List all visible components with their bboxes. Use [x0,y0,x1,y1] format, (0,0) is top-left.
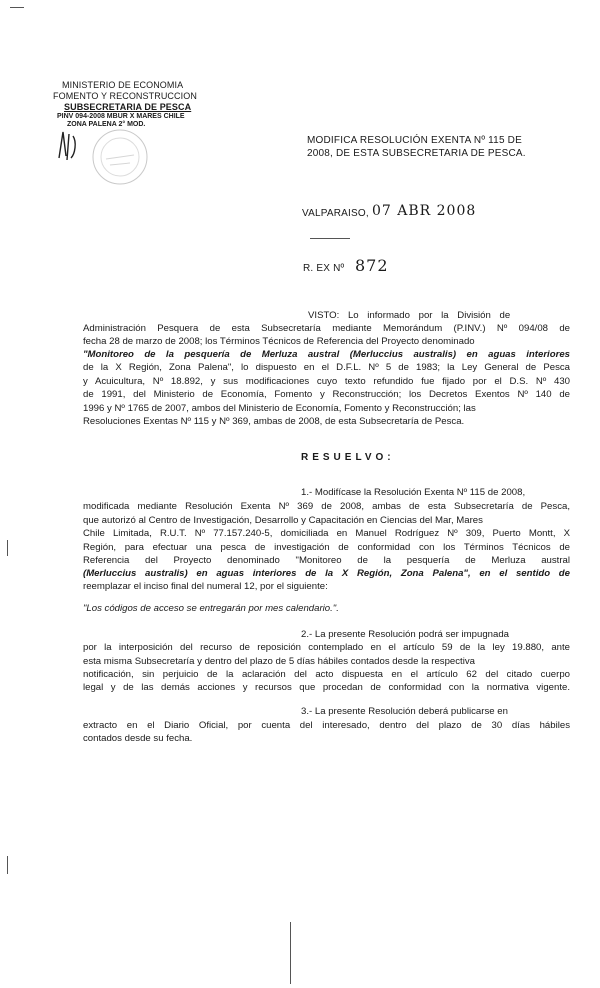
article3-line3: contados desde su fecha. [83,733,193,744]
place-city: VALPARAISO, [302,208,369,219]
visto-line2: Administración Pesquera de esta Subsecretaría mediante Memorándum (P.INV.) Nº 094/08 de [83,323,570,334]
subject-line1: MODIFICA RESOLUCIÓN EXENTA Nº 115 DE [307,135,522,146]
article3-line2: extracto en el Diario Oficial, por cuenta del interesado, dentro del plazo de 30 días hábiles [83,720,570,731]
article2-line4: notificación, sin perjuicio de la aclaración del acto dispuesta en el artículo 62 del citado cuerpo [83,669,570,680]
visto-line4: "Monitoreo de la pesquería de Merluza austral (Merluccius australis) en aguas interiores [83,349,570,360]
visto-line5: de la X Región, Zona Palena", lo dispuesto en el D.F.L. Nº 5 de 1983; la Ley General de Pesca [83,362,570,373]
subject-line2: 2008, DE ESTA SUBSECRETARIA DE PESCA. [307,148,526,159]
article3-line1: 3.- La presente Resolución deberá publicarse en [301,706,508,717]
article2-line3: esta misma Subsecretaría y dentro del plazo de 5 días hábiles contados desde la respectiva [83,656,475,667]
faint-seal [88,125,152,189]
visto-line9: Resoluciones Exentas Nº 115 y Nº 369, ambas de 2008, de esta Subsecretaría de Pesca. [83,416,465,427]
visto-line7: de 1991, del Ministerio de Economía, Fomento y Reconstrucción; los Decretos Exentos Nº 140 de [83,389,570,400]
margin-tick-bottom [7,856,8,874]
resolution-number: 872 [355,256,389,275]
article2-line2: por la interposición del recurso de reposición contemplado en el artículo 59 de la ley 19.880, ante [83,642,570,653]
resolution-label: R. EX Nº [303,263,345,274]
article2-line5: legal y de las demás acciones y recursos que procedan de conformidad con la normativa vigente. [83,682,570,693]
article1-line6: Referencia del Proyecto denominado "Monitoreo de la pesquería de Merluza austral [83,555,570,566]
subsecretaria-title: SUBSECRETARIA DE PESCA [64,102,192,112]
visto-line1: VISTO: Lo informado por la División de [308,310,511,321]
article1-line5: Región, para efectuar una pesca de investigación de conformidad con los Términos Técnicos de [83,542,570,553]
article1-line1: 1.- Modifícase la Resolución Exenta Nº 115 de 2008, [301,487,526,498]
article1-line7: (Merluccius australis) en aguas interiores de la X Región, Zona Palena", en el sentido de [83,568,570,579]
visto-line3: fecha 28 de marzo de 2008; los Términos Técnicos de Referencia del Proyecto denominado [83,336,475,347]
date-stamp: 07 ABR 2008 [372,203,477,219]
reference-line2: ZONA PALENA 2° MOD. [67,121,146,128]
article1-line4: Chile Limitada, R.U.T. Nº 77.157.240-5, domiciliada en Manuel Rodríguez Nº 309, Puerto Montt, X [83,528,570,539]
date-underline [310,238,350,239]
article1-line8: reemplazar el inciso final del numeral 12, por el siguiente: [83,581,328,592]
article1-line3: que autorizó al Centro de Investigación, Desarrollo y Capacitación en Ciencias del Mar, Mares [83,515,483,526]
article2-line1: 2.- La presente Resolución podrá ser impugnada [301,629,509,640]
article1-line2: modificada mediante Resolución Exenta Nº 369 de 2008, ambas de esta Subsecretaría de Pesca, [83,501,570,512]
visto-line6: y Acuicultura, Nº 18.892, y sus modificaciones cuyo texto refundido fue fijado por el D.S. Nº 430 [83,376,570,387]
ministry-line2: FOMENTO Y RECONSTRUCCION [53,91,197,101]
reference-line1: PINV 094-2008 MBUR X MARES CHILE [57,113,185,120]
handwritten-initials [53,128,83,162]
fold-line [290,922,291,984]
visto-line8: 1996 y Nº 1765 de 2007, ambos del Ministerio de Economía, Fomento y Reconstrucción; las [83,403,476,414]
scan-corner-mark [10,7,24,8]
ministry-line1: MINISTERIO DE ECONOMIA [62,80,184,90]
resuelvo-heading: RESUELVO: [301,452,395,463]
article1-quote: "Los códigos de acceso se entregarán por mes calendario.". [83,603,339,614]
margin-tick-top [7,540,8,556]
